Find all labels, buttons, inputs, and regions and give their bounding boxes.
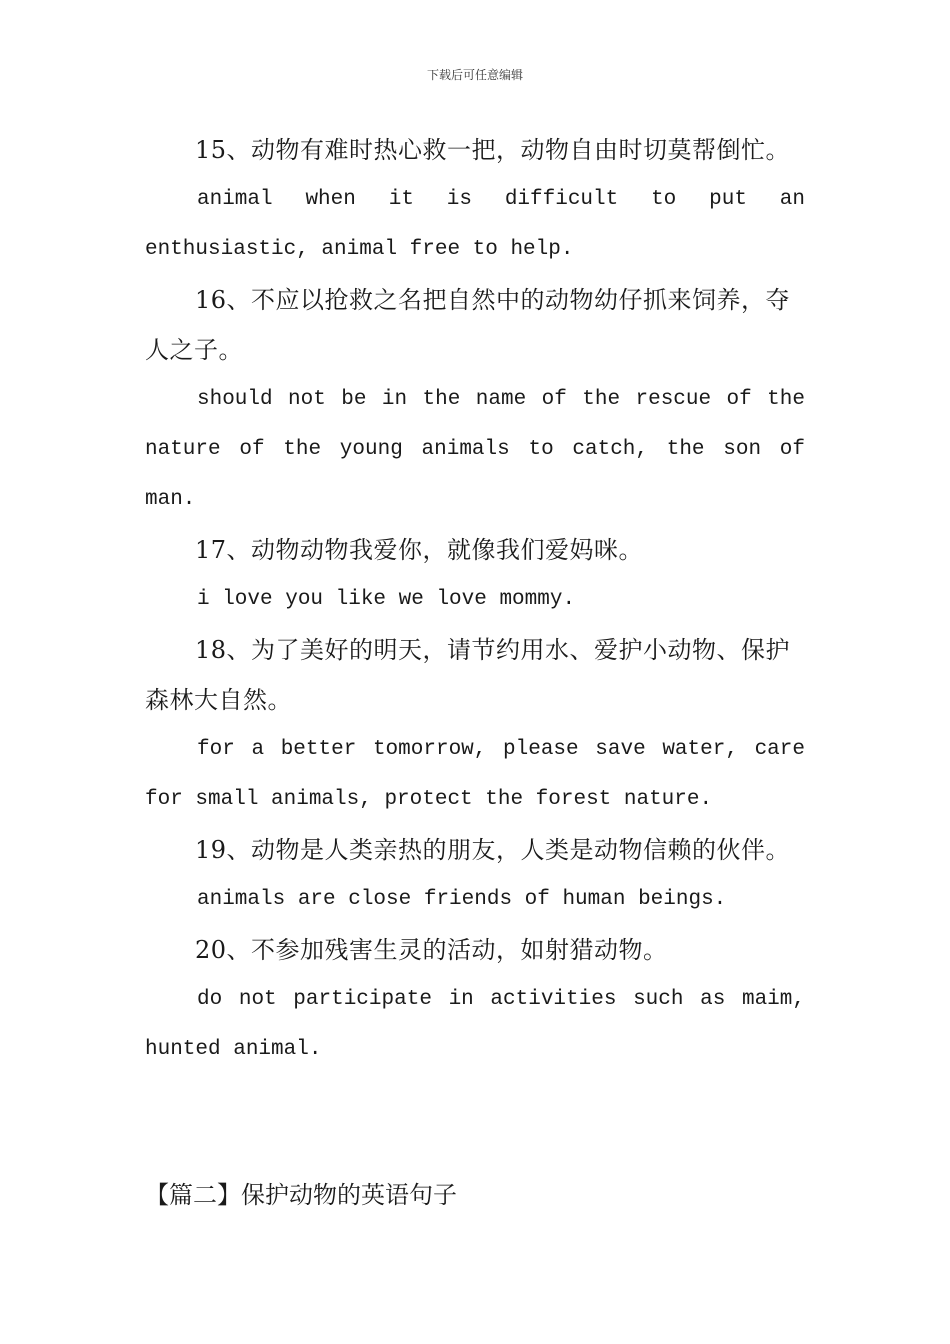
document-body (145, 125, 805, 1075)
item-19-english: animals are close friends of human beings. (197, 888, 727, 911)
item-15-chinese: 15、动物有难时热心救一把，动物自由时切莫帮倒忙。 (195, 136, 791, 164)
item-19-chinese: 19、动物是人类亲热的朋友，人类是动物信赖的伙伴。 (195, 836, 791, 864)
item-20-english: do not participate in activities such as maim, hunted animal. (145, 988, 805, 1061)
item-16-english: should not be in the name of the rescue of the nature of the young animals to catch, the son of man. (145, 388, 805, 511)
page-header: 下载后可任意编辑 (426, 68, 523, 82)
item-20-chinese: 20、不参加残害生灵的活动，如射猎动物。 (195, 936, 668, 964)
item-17-chinese: 17、动物动物我爱你，就像我们爱妈咪。 (195, 536, 644, 564)
item-17-english: i love you like we love mommy. (197, 588, 576, 611)
item-18-chinese: 18、为了美好的明天，请节约用水、爱护小动物、保护森林大自然。 (145, 636, 791, 714)
item-18-english: for a better tomorrow, please save water, care for small animals, protect the forest nature. (145, 738, 805, 811)
item-15-english: animal when it is difficult to put an enthusiastic, animal free to help. (145, 188, 805, 261)
item-16-chinese: 16、不应以抢救之名把自然中的动物幼仔抓来饲养，夺人之子。 (145, 286, 791, 364)
section-title: 【篇二】保护动物的英语句子 (145, 1181, 457, 1209)
